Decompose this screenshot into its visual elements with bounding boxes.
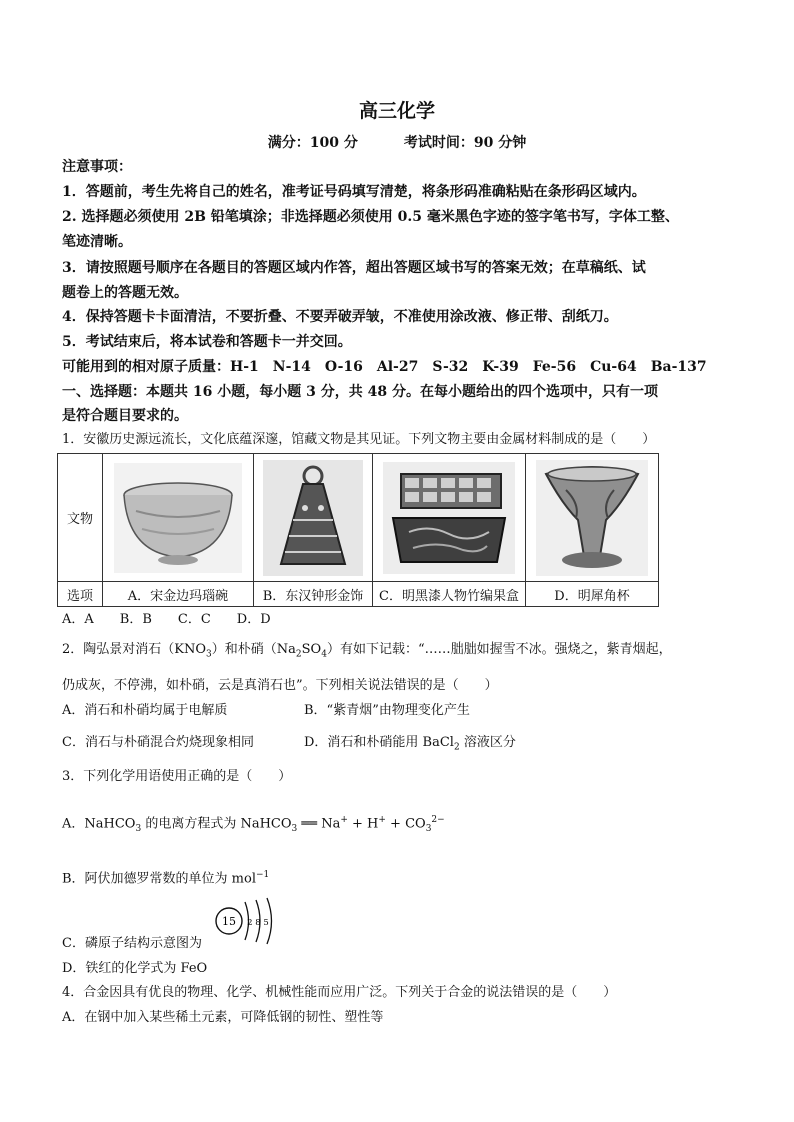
q3-option-a: A．NaHCO$_3$ 的电离方程式为 NaHCO$_3$ ══ $Na^+ + H^+ + CO_3^{2-}$ — [62, 815, 445, 834]
note-1: 1．答题前，考生先将自己的姓名，准考证号码填写清楚，将条形码准确粘贴在条形码区域内。 — [62, 184, 646, 200]
option-a: A．宋金边玛瑙碗 — [103, 582, 254, 607]
section-1-line-2: 是符合题目要求的。 — [62, 408, 188, 424]
q2-stem-line-2: 仍成灰，不停沸，如朴硝，云是真消石也”。下列相关说法错误的是（ ） — [62, 678, 498, 693]
exam-time: 考试时间：90 分钟 — [403, 135, 527, 151]
full-score: 满分：100 分 — [267, 135, 358, 151]
q3-option-c: C．磷原子结构示意图为 — [62, 936, 202, 951]
q2-stem-line-1: 2．陶弘景对消石$(KNO_3)$和朴硝$(Na_2SO_4)$有如下记载：“……朏朏如握雪不冰。强烧之，紫青烟起， — [62, 642, 672, 660]
q2-option-a: A．消石和朴硝均属于电解质 — [62, 703, 228, 718]
atomic-masses: 可能用到的相对原子质量：H-1 N-14 O-16 Al-27 S-32 K-39 Fe-56 Cu-64 Ba-137 — [62, 359, 707, 375]
notes-heading: 注意事项： — [62, 159, 132, 175]
row-label-option: 选项 — [58, 582, 103, 607]
agate-bowl-icon — [114, 463, 242, 573]
note-5: 5．考试结束后，将本试卷和答题卡一并交回。 — [62, 334, 352, 350]
note-2b: 笔迹清晰。 — [62, 234, 132, 250]
option-b: B．东汉钟形金饰 — [254, 582, 373, 607]
option-d: D．明犀角杯 — [526, 582, 659, 607]
q2-option-b: B．“紫青烟”由物理变化产生 — [304, 703, 470, 718]
q2-option-c: C．消石与朴硝混合灼烧现象相同 — [62, 735, 254, 750]
exam-title: 高三化学 — [358, 100, 435, 122]
option-c: C．明黑漆人物竹编果盒 — [373, 582, 526, 607]
q2-option-d: D．消石和朴硝能用 BaCl$_2$ 溶液区分 — [304, 735, 516, 753]
bell-ornament-icon — [263, 460, 363, 576]
relic-image-d — [526, 454, 659, 582]
note-3b: 题卷上的答题无效。 — [62, 285, 188, 301]
note-4: 4．保持答题卡卡面清洁，不要折叠、不要弄破弄皱，不准使用涂改液、修正带、刮纸刀。 — [62, 309, 618, 325]
q1-answers: A．A B．B C．C D．D — [62, 612, 271, 627]
rhino-horn-cup-icon — [536, 460, 648, 576]
q4-stem: 4．合金因具有优良的物理、化学、机械性能而应用广泛。下列关于合金的说法错误的是（ ） — [62, 985, 617, 1000]
note-3a: 3．请按照题号顺序在各题目的答题区域内作答，超出答题区域书写的答案无效；在草稿纸、试 — [62, 260, 646, 276]
relic-image-b — [254, 454, 373, 582]
row-label-relic: 文物 — [58, 454, 103, 582]
q3-option-d: D．铁红的化学式为 FeO — [62, 961, 208, 976]
q3-option-b: B．阿伏加德罗常数的单位为 mol$^{-1}$ — [62, 870, 270, 887]
lacquer-box-icon — [383, 462, 515, 574]
q2-options-ab — [62, 701, 742, 721]
exam-meta — [0, 132, 794, 152]
note-2a: 2. 选择题必须使用 2B 铅笔填涂；非选择题必须使用 0.5 毫米黑色字迹的签字笔书写，字体工整、 — [62, 209, 679, 225]
atom-nucleus-label: 15 — [222, 915, 236, 928]
relic-image-c — [373, 454, 526, 582]
atom-shell-labels: 2 8 5 — [247, 918, 269, 928]
relic-image-a — [103, 454, 254, 582]
q1-stem: 1．安徽历史源远流长，文化底蕴深邃，馆藏文物是其见证。下列文物主要由金属材料制成的是（ ） — [62, 432, 656, 447]
relics-table — [57, 453, 659, 607]
section-1-line-1: 一、选择题：本题共 16 小题，每小题 3 分，共 48 分。在每小题给出的四个选项中，只有一项 — [62, 384, 658, 400]
q4-option-a: A．在钢中加入某些稀土元素，可降低钢的韧性、塑性等 — [62, 1010, 384, 1025]
q2-options-cd — [62, 733, 742, 758]
q3-stem: 3．下列化学用语使用正确的是（ ） — [62, 769, 292, 784]
